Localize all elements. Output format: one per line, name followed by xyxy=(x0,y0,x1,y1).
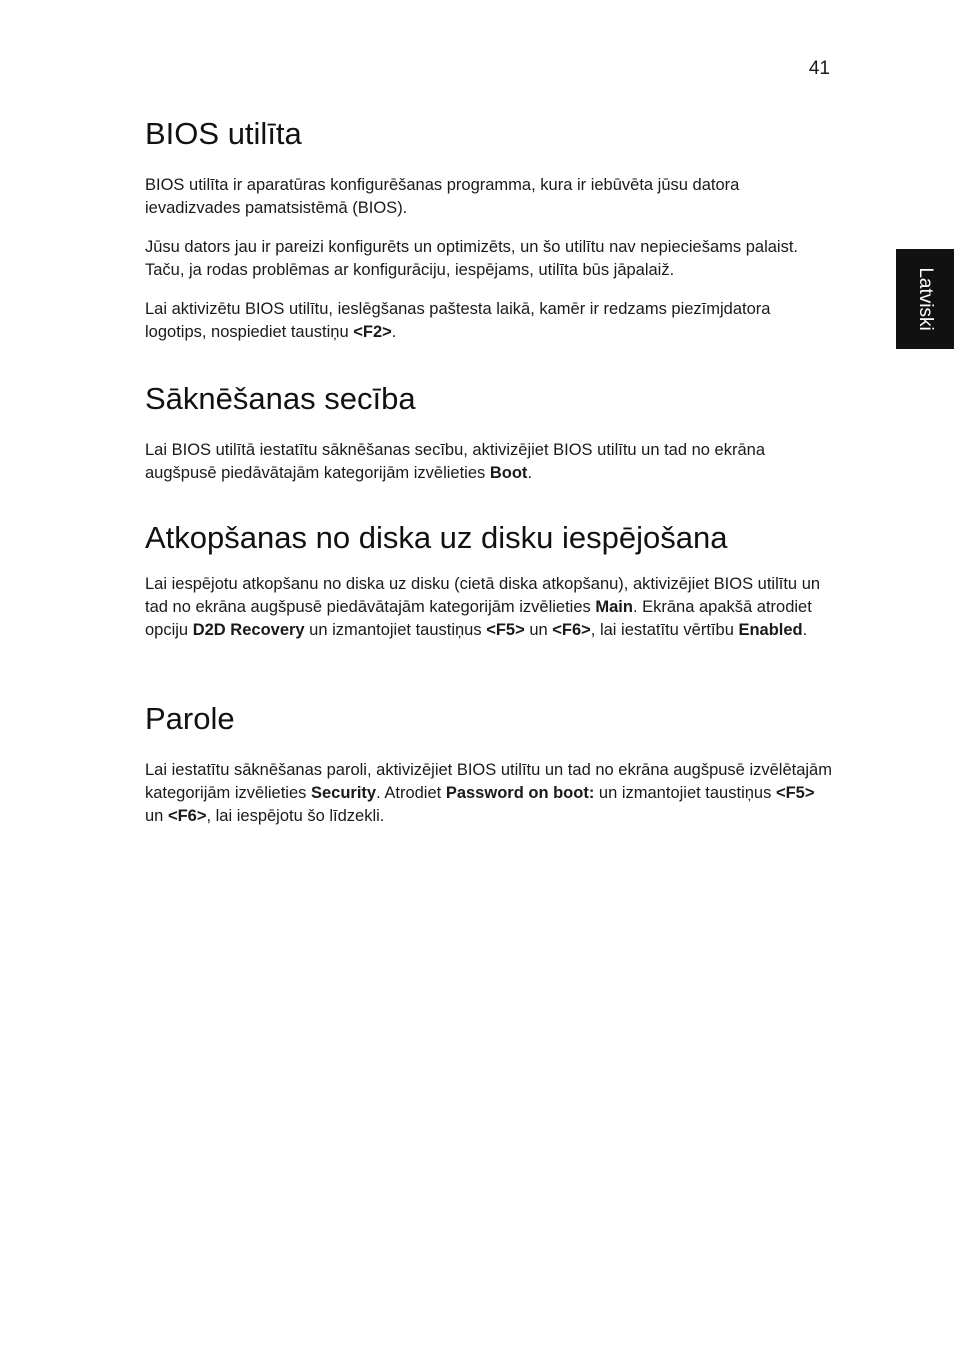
section-d2d-recovery xyxy=(145,520,835,642)
language-tab-label: Latviski xyxy=(915,267,936,331)
paragraph: Lai iespējotu atkopšanu no diska uz disku (cietā diska atkopšanu), aktivizējiet BIOS utilītu un tad no ekrāna augšpusē piedāvātajām kategorijām izvēlieties Main. Ekrāna apakšā atrodiet opciju D2D Recovery un izmantojiet taustiņus <F5> un <F6>, lai iestatītu vērtību Enabled. xyxy=(145,575,821,639)
section-heading: Sāknēšanas secība xyxy=(145,381,416,416)
section-boot-sequence xyxy=(145,381,835,485)
section-heading: Atkopšanas no diska uz disku iespējošana xyxy=(145,520,728,555)
page-number: 41 xyxy=(808,58,830,79)
paragraph: Lai iestatītu sāknēšanas paroli, aktivizējiet BIOS utilītu un tad no ekrāna augšpusē izvēlētajām kategorijām izvēlieties Security. Atrodiet Password on boot: un izmantojiet taustiņus <F5> un <F6>, lai iespējotu šo līdzekli. xyxy=(145,761,832,825)
section-heading: Parole xyxy=(145,701,235,736)
paragraph: Jūsu dators jau ir pareizi konfigurēts un optimizēts, un šo utilītu nav nepieciešams palaist. Taču, ja rodas problēmas ar konfigurāciju, iespējams, utilīta būs jāpalaiž. xyxy=(145,238,798,279)
section-heading: BIOS utilīta xyxy=(145,116,302,151)
section-password xyxy=(145,701,835,828)
language-tab xyxy=(896,249,954,349)
paragraph: Lai BIOS utilītā iestatītu sāknēšanas secību, aktivizējiet BIOS utilītu un tad no ekrāna augšpusē piedāvātajām kategorijām izvēlieties Boot. xyxy=(145,441,766,482)
paragraph: BIOS utilīta ir aparatūras konfigurēšanas programma, kura ir iebūvēta jūsu datora ievadizvades pamatsistēmā (BIOS). xyxy=(145,176,740,217)
section-bios-utility xyxy=(145,116,835,344)
paragraph: Lai aktivizētu BIOS utilītu, ieslēgšanas paštesta laikā, kamēr ir redzams piezīmjdatora logotips, nospiediet taustiņu <F2>. xyxy=(145,300,771,341)
